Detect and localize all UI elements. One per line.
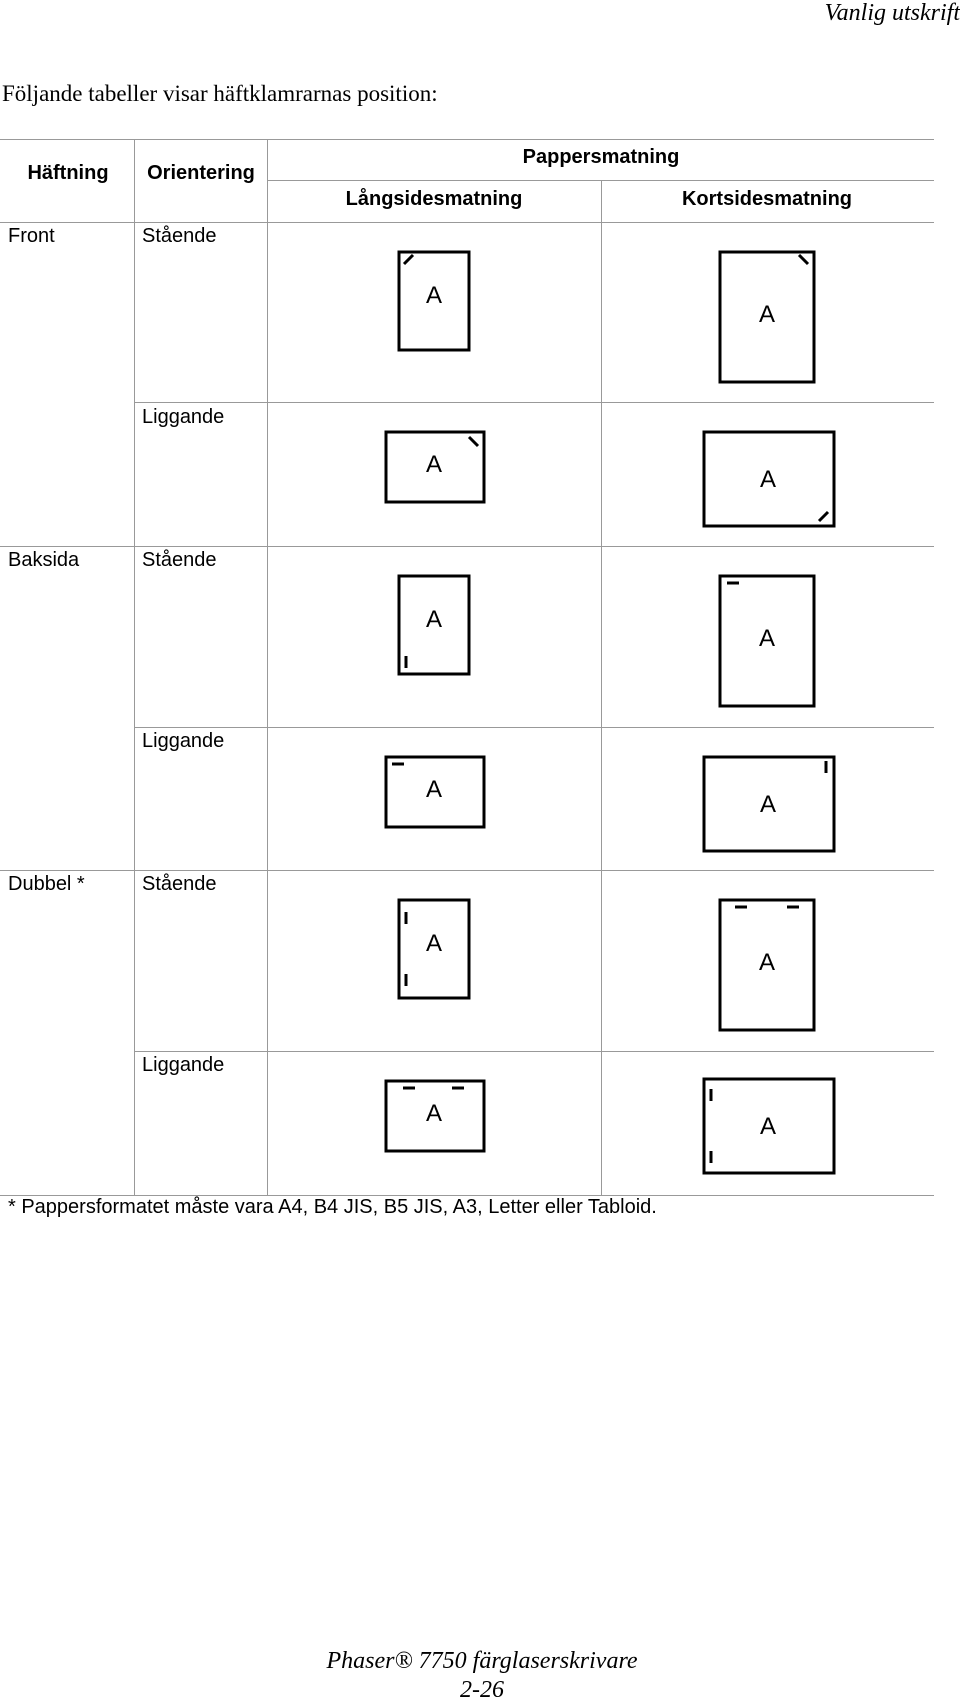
- row-orientation-label: Stående: [142, 873, 217, 895]
- svg-text:A: A: [425, 776, 443, 803]
- staple-diagram-back-landscape-lef: [382, 753, 486, 833]
- row-rule: [135, 1051, 934, 1052]
- column-divider: [601, 180, 602, 1195]
- staple-diagram-dual-landscape-lef: [382, 1077, 486, 1157]
- staple-diagram-front-landscape-lef: [382, 428, 486, 508]
- svg-text:A: A: [425, 451, 443, 478]
- header-paper-feed: Pappersmatning: [522, 146, 680, 168]
- staple-diagram-dual-portrait-sef: [716, 896, 818, 1034]
- page-number: 2-26: [460, 1677, 504, 1703]
- column-divider: [267, 139, 268, 1195]
- intro-text: Följande tabeller visar häftklamrarnas position:: [2, 81, 438, 106]
- header-bottom-rule: [0, 222, 934, 223]
- row-orientation-label: Liggande: [142, 1054, 225, 1076]
- svg-text:A: A: [758, 301, 776, 328]
- table-top-rule: [0, 139, 934, 140]
- staple-diagram-dual-portrait-lef: [395, 896, 475, 1000]
- row-orientation-label: Stående: [142, 549, 217, 571]
- row-rule: [0, 546, 934, 547]
- row-stapling-label: Dubbel *: [8, 873, 85, 895]
- column-divider: [134, 139, 135, 1195]
- staple-diagram-back-portrait-sef: [716, 572, 818, 710]
- staple-diagram-front-landscape-sef: [700, 428, 838, 530]
- header-long-edge-feed: Långsidesmatning: [345, 188, 523, 210]
- svg-text:A: A: [759, 791, 777, 818]
- row-orientation-label: Stående: [142, 225, 217, 247]
- running-header: Vanlig utskrift: [824, 0, 960, 26]
- svg-text:A: A: [425, 282, 443, 309]
- svg-text:A: A: [759, 466, 777, 493]
- row-rule: [135, 402, 934, 403]
- staple-diagram-back-portrait-lef: [395, 572, 475, 676]
- svg-text:A: A: [425, 1100, 443, 1127]
- footnote: * Pappersformatet måste vara A4, B4 JIS, B5 JIS, A3, Letter eller Tabloid.: [8, 1196, 657, 1218]
- row-orientation-label: Liggande: [142, 406, 225, 428]
- header-short-edge-feed: Kortsidesmatning: [681, 188, 853, 210]
- staple-diagram-dual-landscape-sef: [700, 1075, 838, 1177]
- svg-text:A: A: [759, 1113, 777, 1140]
- svg-text:A: A: [425, 606, 443, 633]
- svg-text:A: A: [758, 625, 776, 652]
- staple-diagram-back-landscape-sef: [700, 753, 838, 855]
- svg-text:A: A: [425, 930, 443, 957]
- header-stapling: Häftning: [27, 162, 109, 184]
- header-orientation: Orientering: [147, 162, 255, 184]
- svg-text:A: A: [758, 949, 776, 976]
- staple-diagram-front-portrait-sef: [716, 248, 818, 386]
- row-stapling-label: Baksida: [8, 549, 80, 571]
- row-stapling-label: Front: [8, 225, 55, 247]
- staple-diagram-front-portrait-lef: [395, 248, 475, 352]
- row-rule: [0, 870, 934, 871]
- row-orientation-label: Liggande: [142, 730, 225, 752]
- row-rule: [135, 727, 934, 728]
- footer-product-name: Phaser® 7750 färglaserskrivare: [326, 1648, 638, 1674]
